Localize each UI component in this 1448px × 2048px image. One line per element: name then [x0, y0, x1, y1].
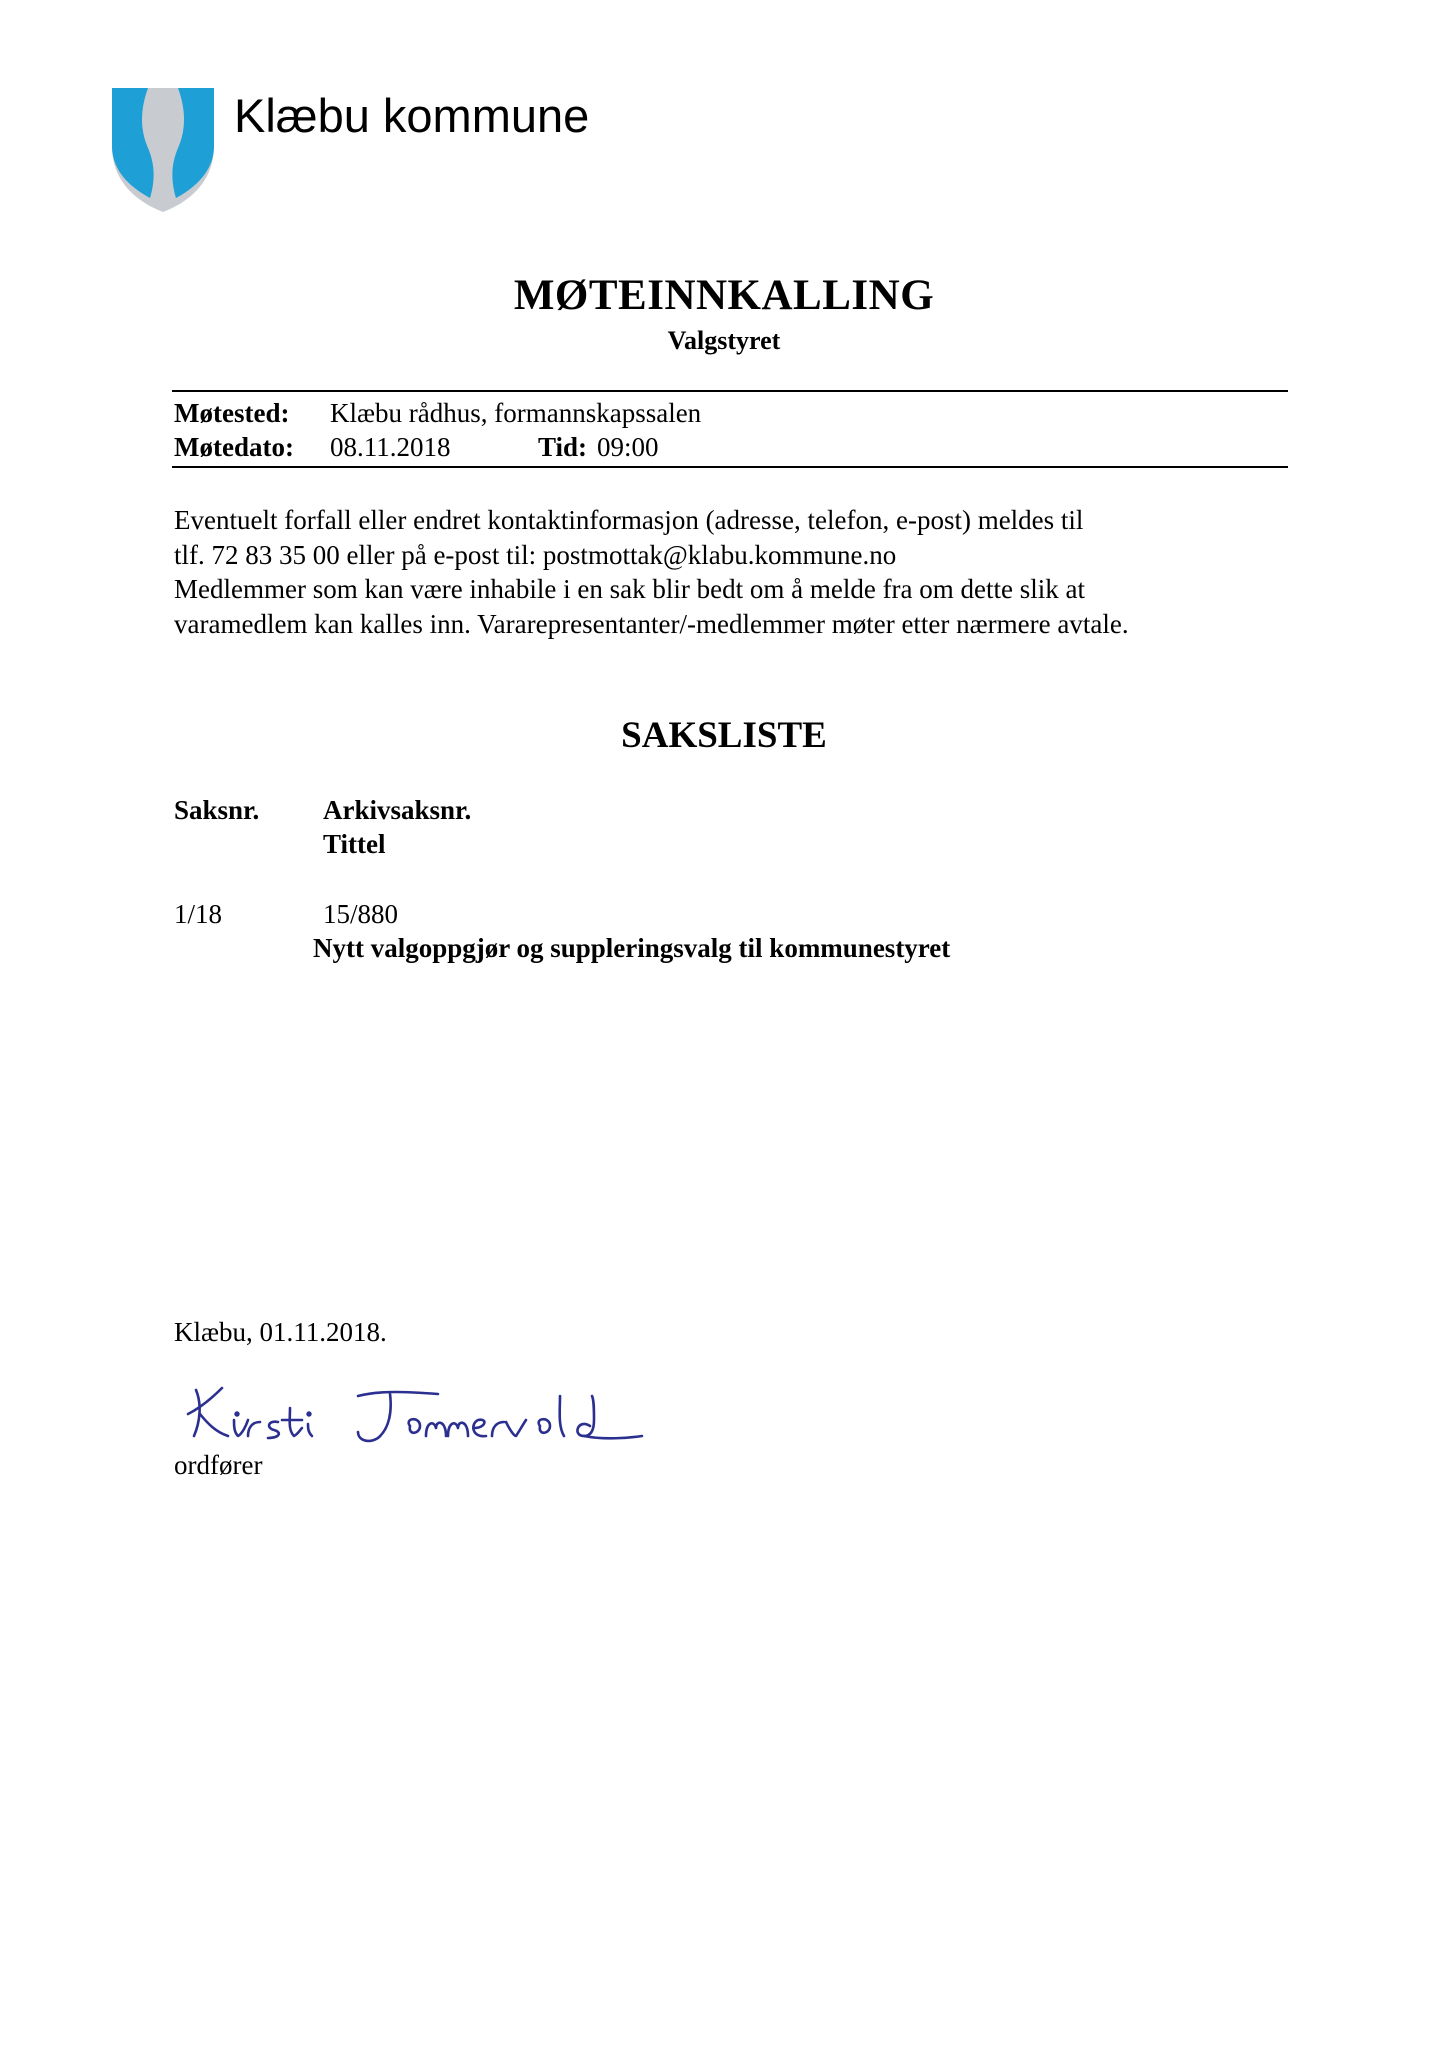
signatory-role: ordfører	[174, 1450, 263, 1480]
divider-bottom	[172, 466, 1288, 468]
info-line: tlf. 72 83 35 00 eller på e-post til: postmottak@klabu.kommune.no	[174, 539, 897, 570]
info-line: Eventuelt forfall eller endret kontaktinformasjon (adresse, telefon, e-post) meldes til	[174, 505, 1084, 535]
info-line: varamedlem kan kalles inn. Vararepresentanter/-medlemmer møter etter nærmere avtale.	[174, 608, 1129, 639]
agenda-item-arkivsaksnr: 15/880	[323, 899, 399, 929]
agenda-title: SAKSLISTE	[621, 715, 827, 756]
agenda-header-saksnr: Saksnr.	[174, 795, 260, 825]
meeting-date-value: 08.11.2018	[330, 432, 451, 462]
info-paragraph	[174, 503, 1129, 641]
meeting-time-value: 09:00	[597, 432, 659, 462]
agenda-item-tittel: Nytt valgoppgjør og suppleringsvalg til kommunestyret	[313, 933, 951, 963]
klaebu-coat-of-arms-icon	[110, 86, 216, 214]
agenda-header-arkivsaksnr: Arkivsaksnr.	[323, 795, 472, 825]
meeting-place-value: Klæbu rådhus, formannskapssalen	[330, 398, 702, 428]
municipality-name: Klæbu kommune	[234, 89, 590, 142]
signature-place-date: Klæbu, 01.11.2018.	[174, 1317, 387, 1347]
document-title: MØTEINNKALLING	[513, 272, 935, 319]
handwritten-signature	[180, 1370, 650, 1452]
divider-top	[172, 390, 1288, 392]
agenda-header-tittel: Tittel	[323, 829, 386, 859]
document-subtitle: Valgstyret	[667, 326, 781, 355]
meeting-time-label: Tid:	[538, 432, 588, 462]
info-line: Medlemmer som kan være inhabile i en sak blir bedt om å melde fra om dette slik at	[174, 574, 1085, 604]
meeting-place-label: Møtested:	[174, 398, 290, 428]
agenda-item-saksnr: 1/18	[174, 899, 223, 929]
meeting-date-label: Møtedato:	[174, 432, 294, 462]
